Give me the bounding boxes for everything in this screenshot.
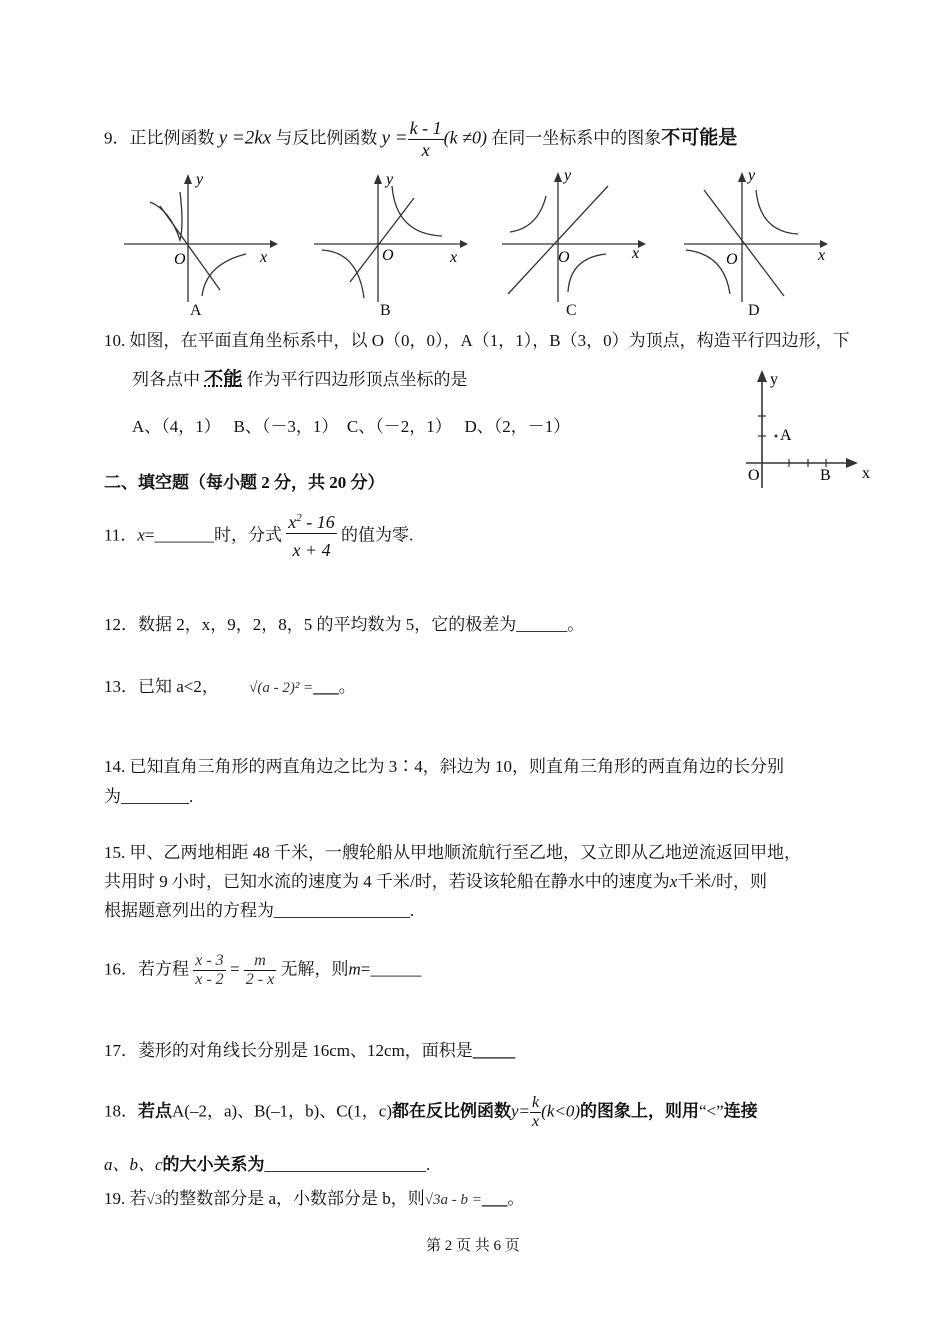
option-c-label: C: [566, 302, 577, 319]
graph-d: [680, 170, 840, 330]
q12: 12．数据 2，x，9，2，8，5 的平均数为 5，它的极差为______。: [104, 615, 585, 634]
svg-text:O: O: [558, 249, 570, 266]
graph-c: [498, 170, 658, 330]
svg-text:B: B: [820, 467, 831, 484]
axis-y-label: y: [196, 171, 204, 188]
svg-text:x: x: [632, 245, 640, 262]
svg-text:y: y: [748, 170, 756, 184]
q10-figure: [742, 368, 882, 493]
page-footer: 第 2 页 共 6 页: [426, 1238, 520, 1254]
option-d-label: D: [748, 302, 760, 319]
q14-line2: 为________.: [104, 787, 194, 806]
svg-text:y: y: [386, 171, 394, 188]
svg-text:A: A: [780, 427, 792, 444]
q13: 13．已知 a<2， √(a - 2)² =___。: [104, 677, 356, 696]
svg-text:O: O: [748, 467, 760, 484]
q10-line2: 列各点中 不能 作为平行四边形顶点坐标的是: [132, 368, 468, 390]
svg-text:x: x: [818, 247, 826, 264]
q19: 19. 若√3的整数部分是 a，小数部分是 b，则√3a - b =___。: [104, 1189, 525, 1208]
svg-text:O: O: [382, 247, 394, 264]
origin-label: O: [174, 251, 186, 268]
q15-line2: 共用时 9 小时，已知水流的速度为 4 千米/时，若设该轮船在静水中的速度为x千米/时，则: [104, 872, 768, 891]
q10-options: A、（4，1） B、（－3，1） C、（－2，1） D、（2，－1）: [132, 417, 571, 436]
section-heading: 二、填空题（每小题 2 分，共 20 分）: [104, 473, 385, 492]
svg-text:O: O: [726, 251, 738, 268]
axis-x-label: x: [260, 249, 268, 266]
svg-text:y: y: [564, 170, 572, 184]
q9-stem: 9．正比例函数 y =2kx 与反比例函数 y = $\frac{k - 1}{x}$ (k ≠0) 在同一坐标系中的图象不可能是: [104, 118, 738, 160]
q17: 17．菱形的对角线长分别是 16cm、12cm，面积是_____: [104, 1041, 516, 1060]
q18-line2: a、b、c的大小关系为___________________.: [104, 1155, 431, 1175]
svg-text:y: y: [770, 371, 778, 388]
q10-line1: 10. 如图，在平面直角坐标系中，以 O（0，0），A（1，1），B（3，0）为顶点，构造平行四边形，下: [104, 331, 850, 350]
q14-line1: 14. 已知直角三角形的两直角边之比为 3∶4，斜边为 10，则直角三角形的两直角边的长分别: [104, 757, 784, 776]
q11: 11．x=_______时，分式 $\frac{x^2 - 16}{x + 4}$ 的值为零.: [104, 512, 414, 560]
option-a-label: A: [190, 302, 202, 319]
q18-line1: 18．若点A(–2，a)、B(–1，b)、C(1，c)都在反比例函数y= $\frac{k}{x}$ (k<0)的图象上，则用“<”连接: [104, 1094, 758, 1130]
svg-text:x: x: [450, 249, 458, 266]
q16: 16．若方程 $\frac{x - 3}{x - 2}$ = $\frac{m}{2 - x}$ 无解，则m=______: [104, 952, 422, 988]
svg-text:x: x: [862, 465, 870, 482]
q15-line3: 根据题意列出的方程为________________.: [104, 901, 415, 920]
q15-line1: 15. 甲、乙两地相距 48 千米，一艘轮船从甲地顺流航行至乙地，又立即从乙地逆流返回甲地，: [104, 843, 801, 862]
q10-emph: 不能: [204, 368, 243, 390]
option-b-label: B: [380, 302, 391, 319]
